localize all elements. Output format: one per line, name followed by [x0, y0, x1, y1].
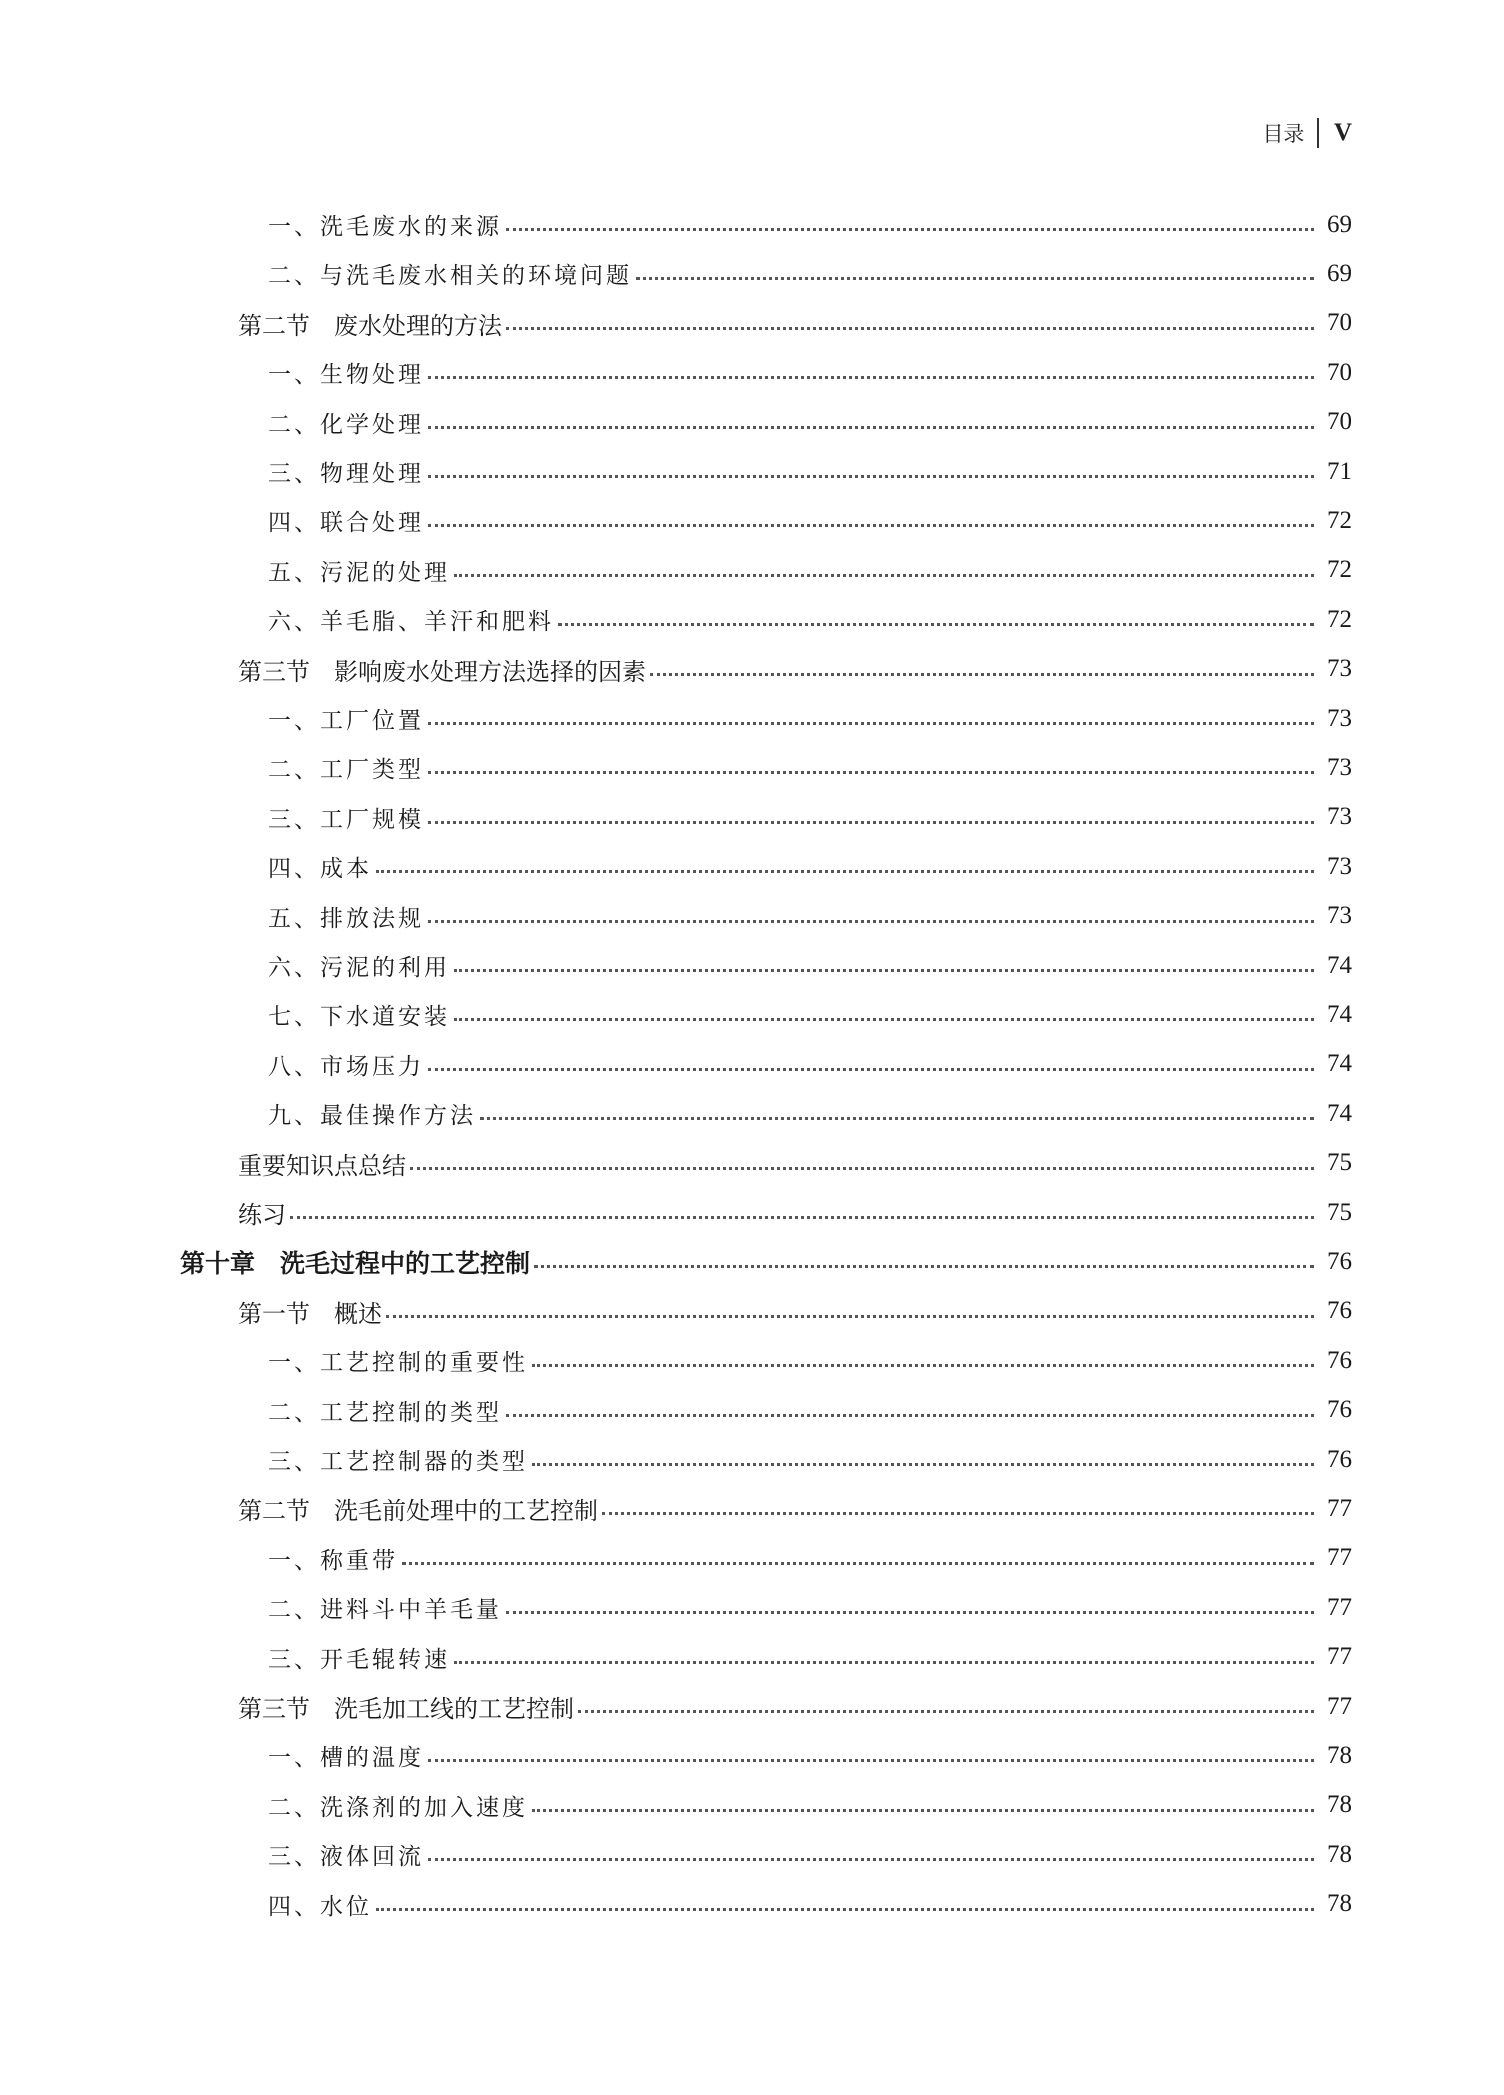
toc-entry-title: 六、羊毛脂、羊汗和肥料: [268, 609, 554, 636]
dot-leader: [534, 1265, 1314, 1268]
toc-entry-title: 五、污泥的处理: [268, 559, 450, 586]
toc-entry-page: 76: [1327, 1396, 1352, 1424]
dot-leader: [480, 1117, 1314, 1120]
running-header: [1262, 118, 1352, 148]
dot-leader: [428, 524, 1314, 527]
dot-leader: [636, 277, 1314, 280]
toc-entry: [268, 1089, 1352, 1138]
toc-entry-page: 73: [1327, 655, 1352, 683]
toc-entry-title: 二、工厂类型: [268, 757, 424, 784]
dot-leader: [558, 623, 1314, 626]
toc-entry: [268, 1386, 1352, 1435]
toc-entry: [238, 1287, 1352, 1336]
toc-entry: [238, 1484, 1352, 1533]
toc-entry-page: 72: [1327, 556, 1352, 584]
toc-entry-page: 78: [1327, 1741, 1352, 1769]
toc-entry-page: 77: [1327, 1494, 1352, 1522]
dot-leader: [402, 1562, 1314, 1565]
dot-leader: [428, 1068, 1314, 1071]
dot-leader: [454, 574, 1314, 577]
toc-entry-page: 76: [1327, 1346, 1352, 1374]
dot-leader: [532, 1809, 1314, 1812]
toc-entry-title: 三、开毛辊转速: [268, 1646, 450, 1673]
toc-entry: [238, 1188, 1352, 1237]
toc-entry-title: 三、工厂规模: [268, 806, 424, 833]
toc-entry-title: 三、物理处理: [268, 461, 424, 487]
toc-entry-page: 78: [1327, 1890, 1352, 1918]
toc-entry-page: 75: [1327, 1149, 1352, 1177]
toc-entry-title: 一、洗毛废水的来源: [268, 214, 502, 240]
toc-entry-title: 第三节 洗毛加工线的工艺控制: [238, 1695, 574, 1723]
dot-leader: [506, 327, 1314, 330]
toc-entry: [268, 1830, 1352, 1879]
toc-entry-page: 78: [1327, 1840, 1352, 1868]
toc-entry: [238, 1682, 1352, 1731]
toc-entry: [180, 1237, 1352, 1286]
toc-entry: [268, 1435, 1352, 1484]
toc-entry: [268, 249, 1352, 298]
toc-entry: [268, 546, 1352, 595]
toc-entry: [268, 892, 1352, 941]
dot-leader: [454, 1661, 1314, 1664]
dot-leader: [376, 870, 1314, 873]
toc-entry: [268, 1880, 1352, 1929]
toc-entry-page: 71: [1327, 457, 1352, 485]
toc-entry-page: 72: [1327, 506, 1352, 534]
header-page-number: V: [1333, 119, 1352, 146]
toc-entry-page: 70: [1327, 408, 1352, 436]
toc-entry-title: 重要知识点总结: [238, 1151, 406, 1180]
toc-entry-title: 四、成本: [268, 856, 372, 883]
toc-entry-title: 第三节 影响废水处理方法选择的因素: [238, 657, 646, 686]
dot-leader: [428, 475, 1314, 478]
dot-leader: [602, 1512, 1314, 1515]
toc-entry-title: 二、进料斗中羊毛量: [268, 1597, 502, 1624]
toc-entry-page: 77: [1327, 1692, 1352, 1720]
header-divider: [1317, 118, 1319, 148]
toc-entry-title: 二、与洗毛废水相关的环境问题: [268, 263, 632, 290]
dot-leader: [506, 228, 1314, 231]
toc-entry-page: 73: [1327, 852, 1352, 880]
toc-entry-page: 70: [1327, 309, 1352, 337]
toc-entry-title: 三、工艺控制器的类型: [268, 1449, 528, 1475]
header-section-title: 目录: [1262, 122, 1305, 146]
toc-entry-title: 四、联合处理: [268, 510, 424, 537]
toc-entry-title: 一、工厂位置: [268, 708, 424, 734]
dot-leader: [506, 1611, 1314, 1614]
dot-leader: [428, 771, 1314, 774]
toc-entry-page: 73: [1327, 902, 1352, 930]
dot-leader: [428, 722, 1314, 725]
toc-entry-page: 73: [1327, 803, 1352, 831]
toc-entry: [268, 496, 1352, 545]
toc-entry-page: 73: [1327, 753, 1352, 781]
dot-leader: [428, 426, 1314, 429]
dot-leader: [454, 969, 1314, 972]
toc-entry-page: 77: [1327, 1643, 1352, 1671]
toc-entry: [268, 200, 1352, 249]
toc-entry: [268, 398, 1352, 447]
toc-entry-title: 七、下水道安装: [268, 1004, 450, 1031]
toc-entry: [268, 842, 1352, 891]
dot-leader: [532, 1364, 1314, 1367]
toc-entry: [268, 1633, 1352, 1682]
toc-entry-title: 一、称重带: [268, 1547, 398, 1574]
dot-leader: [506, 1414, 1314, 1417]
dot-leader: [650, 673, 1314, 676]
toc-entry-page: 74: [1327, 1099, 1352, 1127]
dot-leader: [410, 1167, 1314, 1170]
toc-entry-page: 77: [1327, 1593, 1352, 1621]
toc-entry-title: 第二节 洗毛前处理中的工艺控制: [238, 1497, 598, 1526]
toc-entry: [268, 990, 1352, 1039]
dot-leader: [532, 1463, 1314, 1466]
toc-entry-title: 一、生物处理: [268, 362, 424, 389]
toc-entry-page: 70: [1327, 358, 1352, 386]
dot-leader: [428, 920, 1314, 923]
toc-entry-title: 第十章 洗毛过程中的工艺控制: [180, 1248, 531, 1278]
toc-entry-page: 74: [1327, 1000, 1352, 1028]
toc-entry-title: 第一节 概述: [238, 1299, 382, 1328]
toc-entry-title: 八、市场压力: [268, 1053, 424, 1080]
toc-entry-page: 74: [1327, 1050, 1352, 1078]
toc-entry-page: 73: [1327, 704, 1352, 732]
toc-entry-page: 76: [1327, 1445, 1352, 1473]
toc-entry-title: 九、最佳操作方法: [268, 1103, 476, 1130]
toc-entry: [238, 645, 1352, 694]
dot-leader: [290, 1216, 1314, 1219]
toc-entry-title: 四、水位: [268, 1893, 372, 1920]
toc-entry-page: 69: [1327, 259, 1352, 287]
toc-entry: [238, 299, 1352, 348]
toc-entry-title: 五、排放法规: [268, 905, 424, 932]
toc-entry-title: 练习: [238, 1201, 286, 1229]
dot-leader: [386, 1315, 1314, 1318]
dot-leader: [376, 1908, 1314, 1911]
toc-entry-title: 一、槽的温度: [268, 1745, 424, 1772]
toc-entry: [268, 793, 1352, 842]
toc-entry: [268, 1040, 1352, 1089]
toc-entry-page: 74: [1327, 951, 1352, 979]
toc-entry-page: 78: [1327, 1791, 1352, 1819]
toc-entry: [268, 1583, 1352, 1632]
toc-entry: [268, 447, 1352, 496]
dot-leader: [428, 821, 1314, 824]
toc-entry-page: 72: [1327, 605, 1352, 633]
toc-entry: [268, 1731, 1352, 1780]
toc-entry-title: 第二节 废水处理的方法: [238, 311, 502, 340]
toc-entry-page: 76: [1327, 1297, 1352, 1325]
toc-entry: [268, 694, 1352, 743]
toc-entry-page: 76: [1327, 1247, 1352, 1275]
toc-entry: [268, 348, 1352, 397]
toc-entry: [268, 1534, 1352, 1583]
toc-entry: [268, 1781, 1352, 1830]
dot-leader: [578, 1710, 1314, 1713]
toc-entry: [238, 1139, 1352, 1188]
toc-entry-title: 一、工艺控制的重要性: [268, 1350, 528, 1377]
toc-entry-page: 77: [1327, 1544, 1352, 1572]
dot-leader: [428, 1759, 1314, 1762]
toc-entry-page: 69: [1327, 210, 1352, 238]
dot-leader: [454, 1018, 1314, 1021]
dot-leader: [428, 376, 1314, 379]
toc-entry: [268, 1336, 1352, 1385]
toc-entry: [268, 743, 1352, 792]
toc-entry: [268, 595, 1352, 644]
toc-entry-title: 二、化学处理: [268, 411, 424, 438]
toc-entry-title: 二、洗涤剂的加入速度: [268, 1794, 528, 1821]
toc-entry-title: 二、工艺控制的类型: [268, 1399, 502, 1426]
toc-entry: [268, 941, 1352, 990]
toc-entry-title: 三、液体回流: [268, 1844, 424, 1871]
toc-entry-title: 六、污泥的利用: [268, 955, 450, 981]
toc-entry-page: 75: [1327, 1198, 1352, 1226]
dot-leader: [428, 1858, 1314, 1861]
